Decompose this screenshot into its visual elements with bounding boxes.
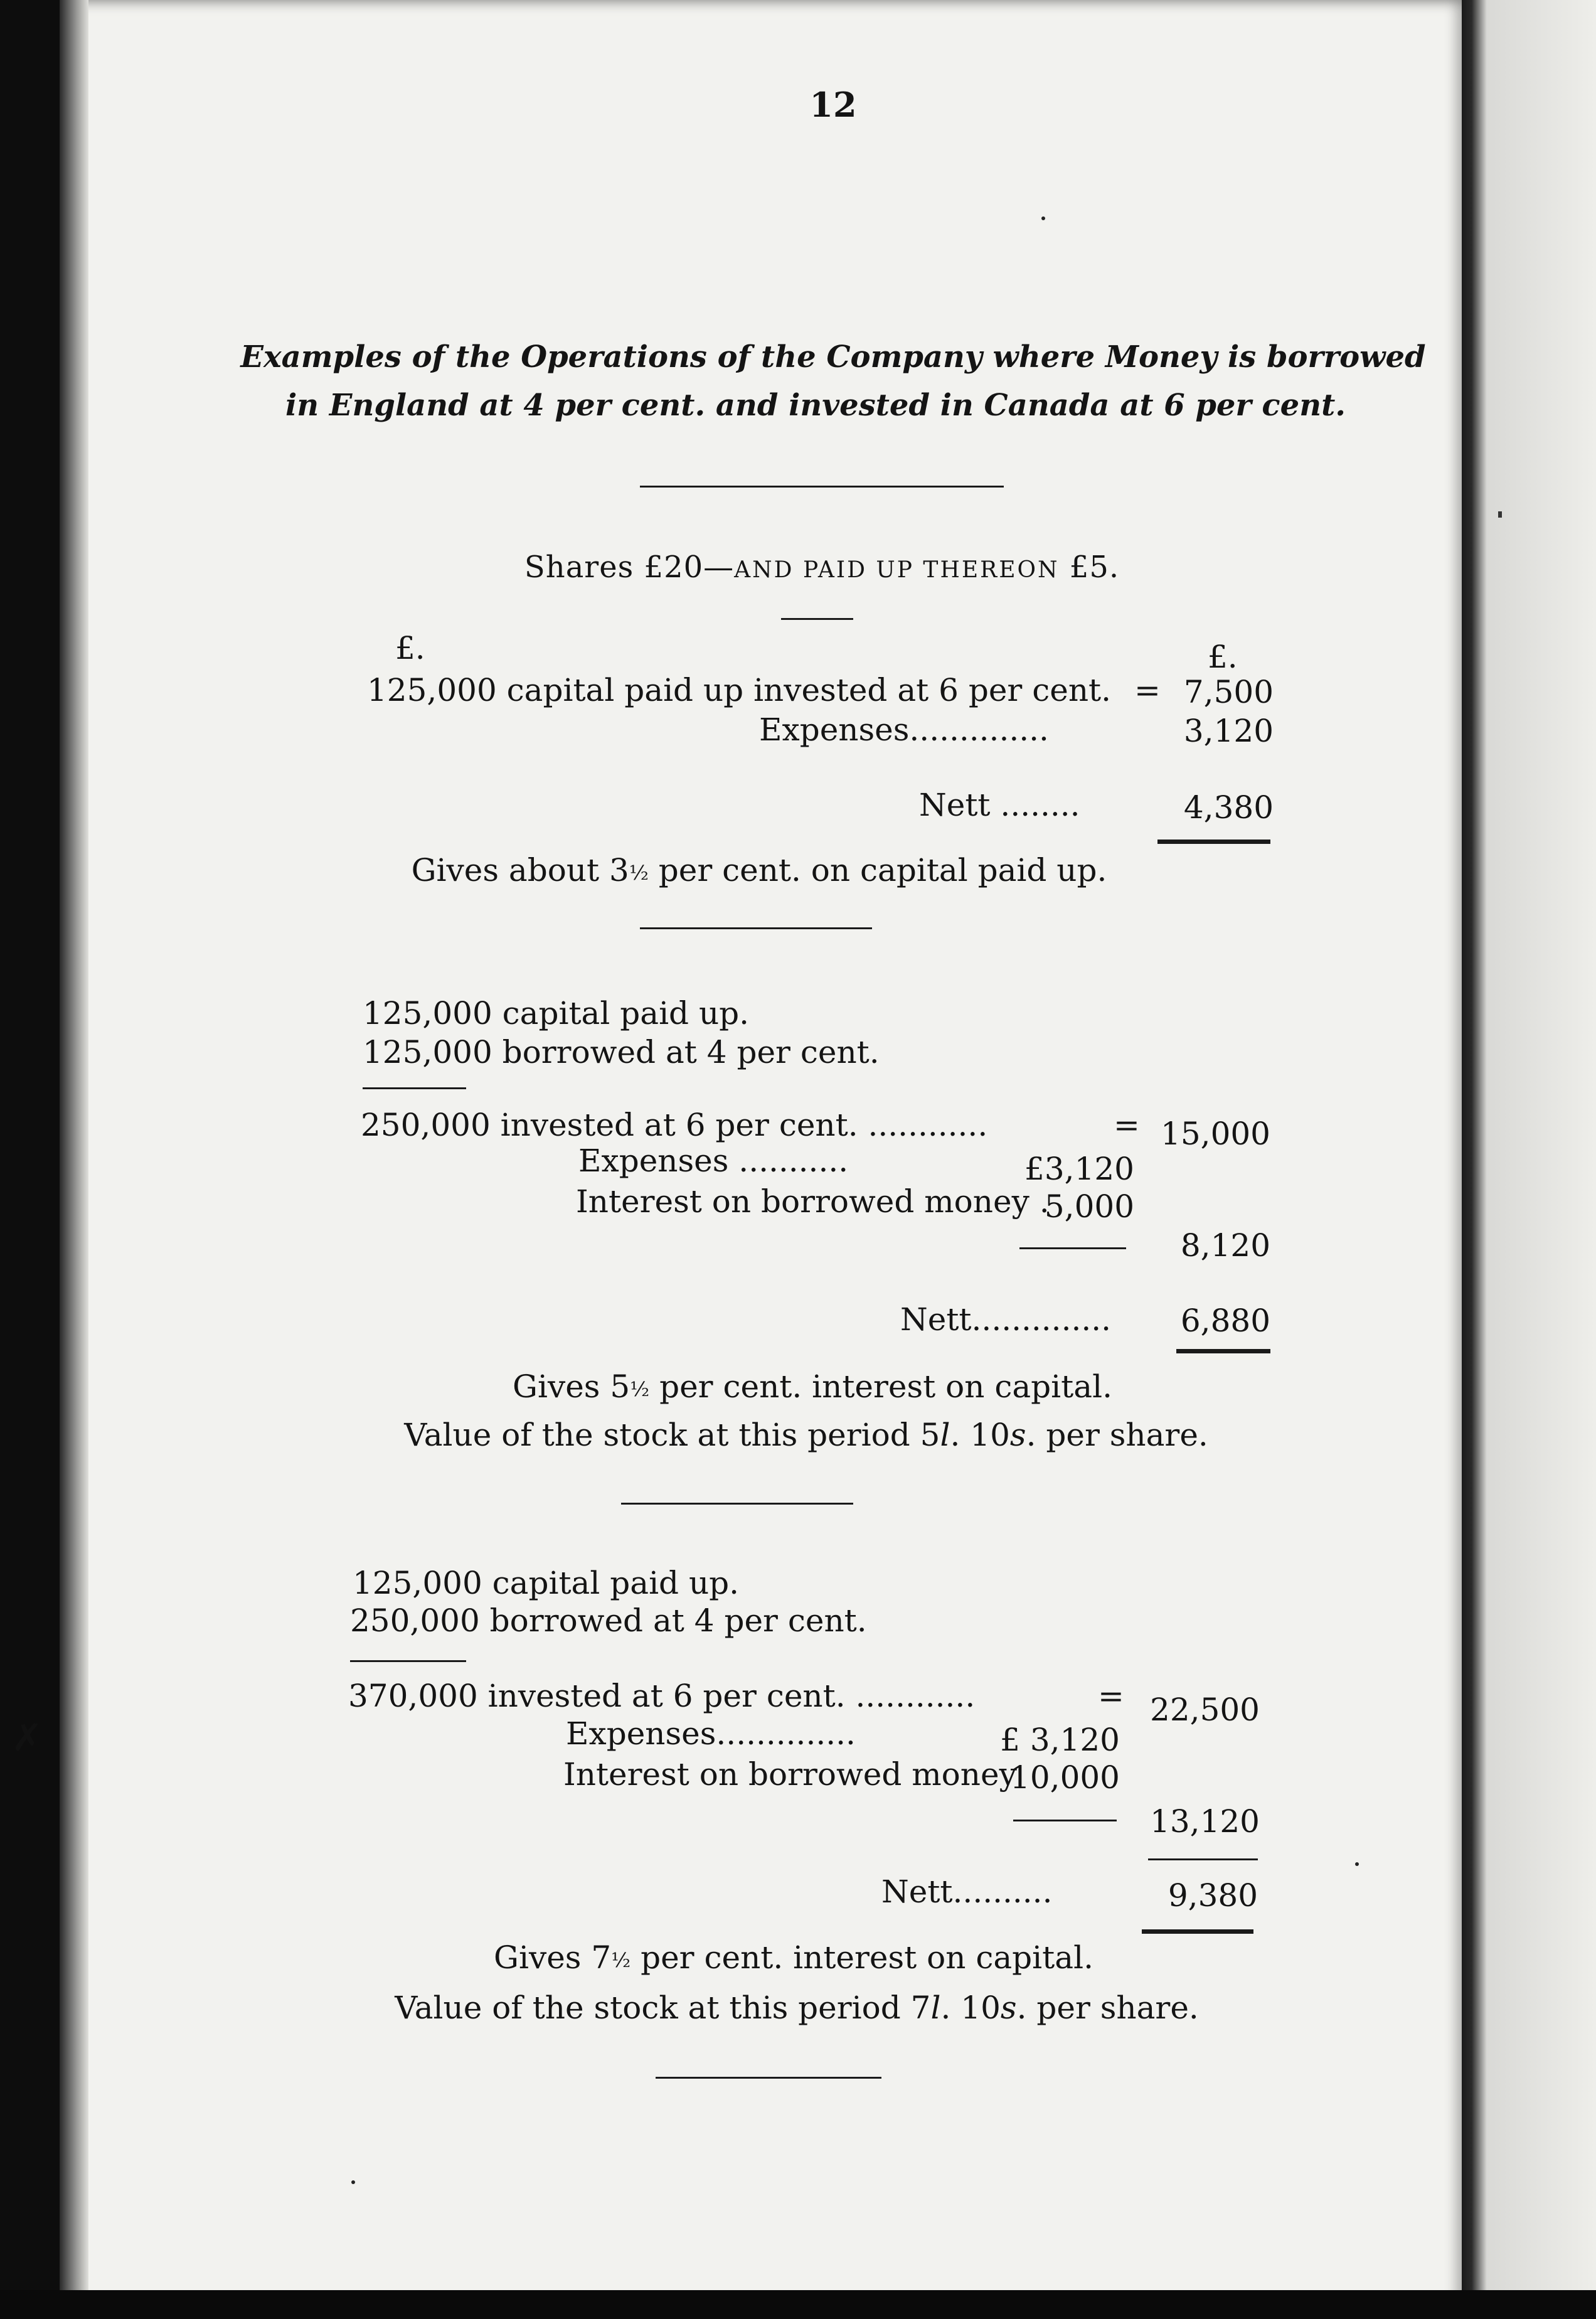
ex3-subtotal-value: 13,120: [1150, 1803, 1260, 1840]
scan-speck: [1041, 216, 1045, 220]
currency-right: £.: [1208, 639, 1238, 675]
ex2-value-s: s: [1009, 1417, 1026, 1453]
scan-border: [0, 2290, 1596, 2319]
ex1-nett-value: 4,380: [1183, 789, 1274, 826]
ex2-value-pre: Value of the stock at this period 5: [404, 1417, 940, 1453]
ex3-divider: [656, 2077, 881, 2079]
ex2-invested-text: 250,000 invested at 6 per cent. ............: [361, 1107, 988, 1143]
ex3-value-mid: . 10: [940, 1990, 1001, 2026]
ex3-equals: =: [1098, 1678, 1124, 1714]
shares-part-3: £5.: [1059, 550, 1120, 585]
ex2-nett-label: Nett..............: [900, 1301, 1112, 1338]
facing-page-edge: [1462, 0, 1596, 2319]
page-number: 12: [809, 85, 857, 125]
ex2-expenses-label: Expenses ...........: [578, 1143, 849, 1179]
ex3-line-1: 125,000 capital paid up.: [353, 1565, 740, 1601]
book-spine-edge: [60, 0, 88, 2319]
ex1-divider: [640, 927, 872, 929]
ex2-gives-text: [513, 1368, 1112, 1405]
ex1-gives-post: per cent. on capital paid up.: [648, 852, 1107, 888]
ex2-subtotal-rule: [1019, 1247, 1126, 1249]
ex1-gives-pre: Gives about 3: [411, 852, 629, 888]
scan-speck: [1355, 1862, 1359, 1866]
ex3-nett-label: Nett..........: [881, 1874, 1053, 1910]
ex1-gives-frac: ½: [629, 861, 649, 885]
ex2-line-1: 125,000 capital paid up.: [363, 995, 750, 1032]
ex2-interest-value: 5,000: [1044, 1188, 1134, 1225]
scan-speck-mark: ✗: [11, 1716, 43, 1760]
ex2-value-text: [404, 1419, 1208, 1451]
ex3-interest-value: 10,000: [1010, 1759, 1120, 1796]
ex3-invested-value: 22,500: [1150, 1692, 1260, 1728]
ex2-expenses-value: £3,120: [1024, 1151, 1134, 1187]
ex2-invested-value: 15,000: [1161, 1116, 1270, 1152]
ex3-gives-text: [494, 1939, 1093, 1976]
shares-part-2: AND PAID UP THEREON: [734, 557, 1060, 583]
ex3-gives-frac: ½: [611, 1948, 631, 1972]
ex3-subtotal-rule: [1013, 1820, 1117, 1821]
ex3-nett-value: 9,380: [1168, 1877, 1258, 1914]
heading-divider: [640, 486, 1004, 488]
ex3-sum-rule: [350, 1660, 466, 1662]
ex3-total-rule: [1148, 1858, 1258, 1860]
ex2-interest-label: Interest on borrowed money .: [576, 1183, 1050, 1220]
ex1-equals: =: [1134, 672, 1161, 708]
ex2-sum-rule: [363, 1087, 466, 1089]
shares-part-1: Shares £20—: [524, 550, 735, 585]
ex3-interest-label: Interest on borrowed money: [563, 1756, 1017, 1793]
ex2-divider: [621, 1503, 853, 1505]
ex2-value-mid: . 10: [950, 1417, 1010, 1453]
heading-line-2: in England at 4 per cent. and invested in Canada at 6 per cent.: [285, 388, 1346, 423]
ex2-equals: =: [1114, 1107, 1140, 1143]
scan-speck: [1498, 511, 1502, 518]
ex1-gives-text: [411, 852, 1107, 888]
ex2-gives-post: per cent. interest on capital.: [649, 1368, 1112, 1405]
ex3-value-text: [395, 1990, 1199, 2026]
ex3-expenses-label: Expenses..............: [566, 1715, 856, 1752]
ex3-double-rule: [1142, 1929, 1253, 1934]
ex1-nett-label: Nett ........: [919, 787, 1080, 823]
ex2-nett-value: 6,880: [1180, 1303, 1270, 1339]
ex3-value-s: s: [1000, 1990, 1017, 2026]
ex3-value-l: l: [930, 1990, 941, 2026]
scan-speck: [351, 2180, 355, 2184]
ex2-value-post: . per share.: [1026, 1417, 1208, 1453]
ex2-gives-pre: Gives 5: [513, 1368, 630, 1405]
ex3-gives-post: per cent. interest on capital.: [630, 1939, 1093, 1976]
ex3-gives-pre: Gives 7: [494, 1939, 612, 1976]
heading-line-1: Examples of the Operations of the Company where Money is borrowed: [240, 339, 1426, 375]
currency-left: £.: [395, 630, 425, 666]
ex2-double-rule: [1176, 1349, 1270, 1353]
ex1-line-1: 125,000 capital paid up invested at 6 per cent.: [367, 672, 1112, 708]
ex3-value-pre: Value of the stock at this period 7: [395, 1990, 931, 2026]
shares-line: [524, 550, 1120, 585]
ex2-gives-frac: ½: [630, 1377, 650, 1401]
shares-divider: [781, 618, 853, 620]
ex3-value-post: . per share.: [1016, 1990, 1199, 2026]
ex2-line-2: 125,000 borrowed at 4 per cent.: [363, 1034, 880, 1070]
ex1-expenses-label: Expenses..............: [759, 712, 1049, 748]
ex2-value-l: l: [940, 1417, 950, 1453]
ex3-line-2: 250,000 borrowed at 4 per cent.: [350, 1602, 867, 1639]
ex3-expenses-value: £ 3,120: [1000, 1722, 1120, 1758]
ex1-double-rule: [1157, 840, 1270, 844]
ex3-invested-text: 370,000 invested at 6 per cent. ............: [348, 1678, 976, 1714]
ex1-line-1-value: 7,500: [1183, 674, 1274, 710]
ex2-subtotal-value: 8,120: [1180, 1227, 1270, 1264]
ex1-expenses-value: 3,120: [1183, 713, 1274, 749]
